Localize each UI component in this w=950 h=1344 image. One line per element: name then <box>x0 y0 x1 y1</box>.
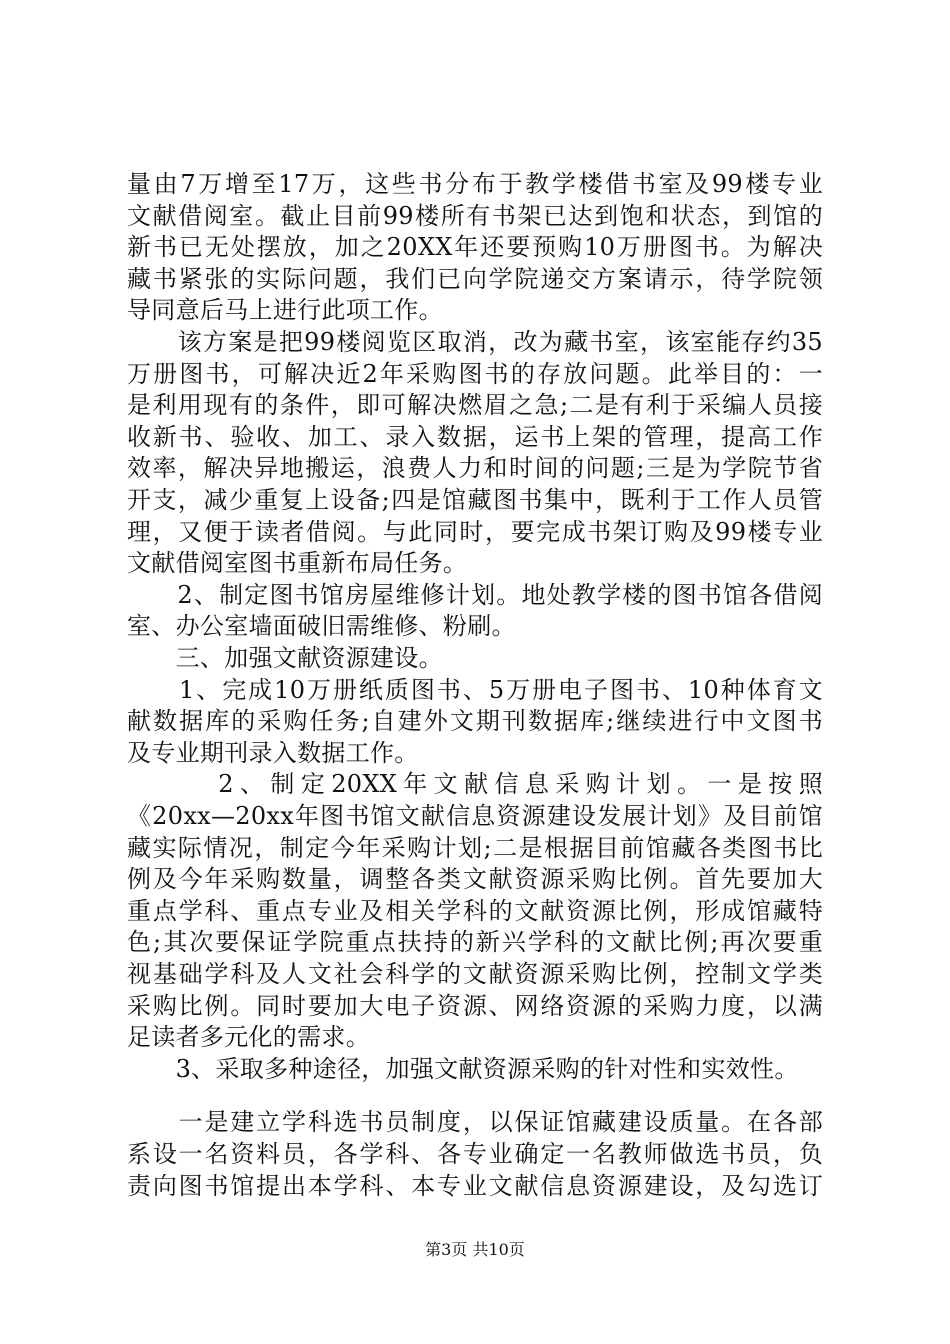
body-text-line: 色;其次要保证学院重点扶持的新兴学科的文献比例;再次要重 <box>127 928 823 956</box>
body-text-line: 2、制定20XX年文献信息采购计划。一是按照 <box>127 770 823 798</box>
body-text-line: 责向图书馆提出本学科、本专业文献信息资源建设，及勾选订 <box>127 1172 823 1200</box>
body-text-line: 足读者多元化的需求。 <box>127 1023 370 1051</box>
body-text-line: 效率，解决异地搬运，浪费人力和时间的问题;三是为学院节省 <box>127 454 823 482</box>
body-text-line: 及专业期刊录入数据工作。 <box>127 739 419 767</box>
body-text-line: 《20xx—20xx年图书馆文献信息资源建设发展计划》及目前馆 <box>127 802 823 830</box>
body-text-line: 1、完成10万册纸质图书、5万册电子图书、10种体育文 <box>127 676 823 704</box>
body-text-line: 导同意后马上进行此项工作。 <box>127 296 443 324</box>
body-text-line: 例及今年采购数量，调整各类文献资源采购比例。首先要加大 <box>127 865 823 893</box>
body-text-line: 开支，减少重复上设备;四是馆藏图书集中，既利于工作人员管 <box>127 486 823 514</box>
body-text-line: 该方案是把99楼阅览区取消，改为藏书室，该室能存约35 <box>127 328 823 356</box>
body-text-line: 藏书紧张的实际问题，我们已向学院递交方案请示，待学院领 <box>127 265 823 293</box>
body-text-line: 3、采取多种途径，加强文献资源采购的针对性和实效性。 <box>127 1055 799 1083</box>
body-text-line: 理，又便于读者借阅。与此同时，要完成书架订购及99楼专业 <box>127 518 823 546</box>
body-text-line: 采购比例。同时要加大电子资源、网络资源的采购力度，以满 <box>127 992 823 1020</box>
page-footer: 第3页 共10页 <box>425 1240 525 1259</box>
body-text-line: 收新书、验收、加工、录入数据，运书上架的管理，提高工作 <box>127 423 823 451</box>
body-text-line: 万册图书，可解决近2年采购图书的存放问题。此举目的：一 <box>127 360 823 388</box>
section-heading: 三、加强文献资源建设。 <box>127 644 443 672</box>
body-text-line: 重点学科、重点专业及相关学科的文献资源比例，形成馆藏特 <box>127 897 823 925</box>
body-text-line: 是利用现有的条件，即可解决燃眉之急;二是有利于采编人员接 <box>127 391 823 419</box>
body-text-line: 文献借阅室。截止目前99楼所有书架已达到饱和状态，到馆的 <box>127 202 823 230</box>
body-text-line: 献数据库的采购任务;自建外文期刊数据库;继续进行中文图书 <box>127 707 823 735</box>
body-text-line: 室、办公室墙面破旧需维修、粉刷。 <box>127 612 516 640</box>
body-text-line: 2、制定图书馆房屋维修计划。地处教学楼的图书馆各借阅 <box>127 581 823 609</box>
body-text-line: 文献借阅室图书重新布局任务。 <box>127 549 468 577</box>
body-text-line: 藏实际情况，制定今年采购计划;二是根据目前馆藏各类图书比 <box>127 834 823 862</box>
body-text-line: 系设一名资料员，各学科、各专业确定一名教师做选书员，负 <box>127 1140 823 1168</box>
body-text-line: 新书已无处摆放，加之20XX年还要预购10万册图书。为解决 <box>127 233 823 261</box>
body-text-line: 一是建立学科选书员制度，以保证馆藏建设质量。在各部 <box>127 1108 823 1136</box>
body-text-line: 量由7万增至17万，这些书分布于教学楼借书室及99楼专业 <box>127 170 823 198</box>
body-text-line: 视基础学科及人文社会科学的文献资源采购比例，控制文学类 <box>127 960 823 988</box>
